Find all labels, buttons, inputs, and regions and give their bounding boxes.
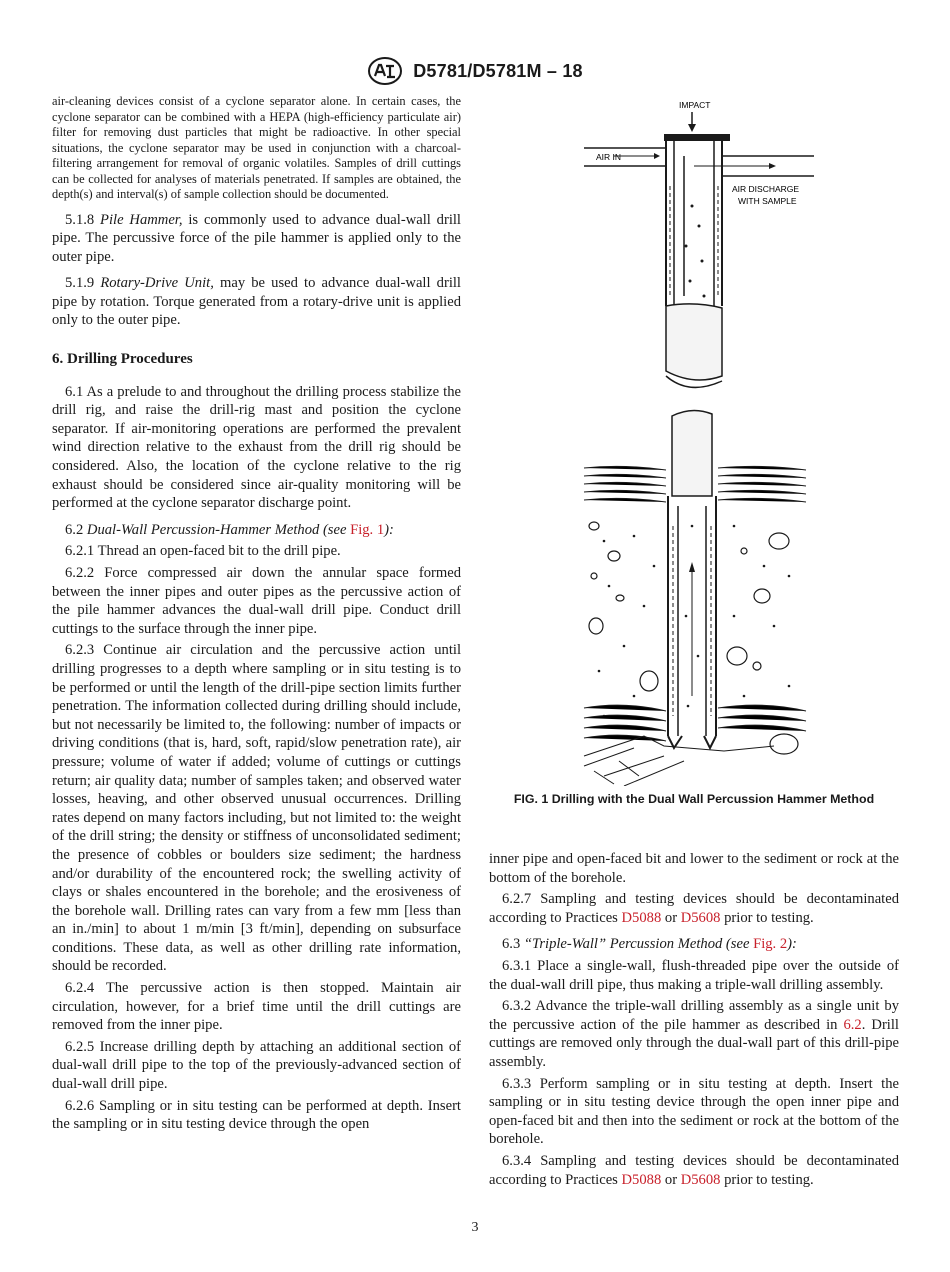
fig-2-link[interactable]: Fig. 2 <box>753 936 788 953</box>
paragraph-6-2-5: 6.2.5 Increase drilling depth by attaching an additional section of dual-wall drill pipe to the top of the previously-advanced section of dual-wall drill pipe. <box>52 1038 461 1093</box>
paragraph-6-3-2: 6.3.2 Advance the triple-wall drilling assembly as a single unit by the percussive action of the pile hammer as described in 6.2. Drill cuttings are removed only through the dual-wall part of this drill-pipe assembly. <box>489 998 899 1070</box>
paragraph-6-3-4: 6.3.4 Sampling and testing devices should be decontaminated according to Practices D5088 or D5608 prior to testing. <box>489 1152 899 1188</box>
label-air-in: AIR IN <box>596 152 622 162</box>
paragraph-6-1: 6.1 As a prelude to and throughout the drilling process stabilize the drill rig, and raise the drill-rig mast and position the cyclone separator. If air-monitoring operations are performed the prevalent wind direction relative to the exhaust from the drill rig should be considered. Also, the location of the cyclone relative to the rig exhaust should be considered since air-quality monitoring will be performed at the cyclone separator discharge point. <box>52 383 461 512</box>
label-with-sample: WITH SAMPLE <box>738 196 797 206</box>
bedrock-pattern <box>584 736 774 786</box>
page-number: 3 <box>471 1220 479 1235</box>
paragraph-6-2-4: 6.2.4 The percussive action is then stopped. Maintain air circulation, however, for a brief time until the drill cuttings are removed from the inner pipe. <box>52 980 461 1034</box>
paragraph-6-3-3: 6.3.3 Perform sampling or in situ testing at depth. Insert the sampling or in situ testing device through the open inner pipe and open-faced bit and then into the sediment or rock at the bottom of the borehole. <box>489 1075 899 1148</box>
paragraph-6-2-2: 6.2.2 Force compressed air down the annular space formed between the inner pipes and outer pipes as the percussive action of the pile hammer advances the dual-wall drill pipe. Conduct drill cuttings to the surface through the inner pipe. <box>52 565 461 637</box>
right-column <box>489 850 899 1189</box>
paragraph-6-3: 6.3 “Triple-Wall” Percussion Method (see Fig. 2): <box>502 936 797 953</box>
d5088-link-2[interactable]: D5088 <box>621 1171 662 1188</box>
paragraph-6-2: 6.2 Dual-Wall Percussion-Hammer Method (see Fig. 1): <box>65 521 394 538</box>
left-column <box>52 94 461 1134</box>
paragraph-5-1-8: 5.1.8 Pile Hammer, is commonly used to advance dual-wall drill pipe. The percussive force of the pile hammer is applied only to the outer pipe. <box>52 211 461 265</box>
d5608-link[interactable]: D5608 <box>680 909 721 926</box>
document-id: D5781/D5781M – 18 <box>413 60 583 81</box>
d5608-link-2[interactable]: D5608 <box>680 1171 721 1188</box>
intro-paragraph: air-cleaning devices consist of a cyclone separator alone. In certain cases, the cyclone separator can be combined with a HEPA (high-efficiency particulate air) filter for removing dust particles that might be radioactive. In other special situations, the cyclone separator may be used in conjunction with a charcoal-filtering arrangement for removal of organic volatiles. Samples of drill cuttings can be collected for analyses of materials penetrated. If samples are obtained, the depth(s) and interval(s) of sample collection should be documented. <box>52 94 461 201</box>
section-6-2-link[interactable]: 6.2 <box>843 1016 862 1033</box>
strata-lines <box>584 705 806 741</box>
label-impact: IMPACT <box>679 100 711 110</box>
section-6-heading: 6. Drilling Procedures <box>52 351 193 368</box>
paragraph-6-2-1: 6.2.1 Thread an open-faced bit to the drill pipe. <box>65 543 341 560</box>
fig-1-link[interactable]: Fig. 1 <box>350 521 385 538</box>
figure-1-drilling-diagram <box>574 96 814 786</box>
d5088-link[interactable]: D5088 <box>621 909 662 926</box>
astm-logo-icon <box>367 56 403 86</box>
paragraph-6-2-3: 6.2.3 Continue air circulation and the percussive action until drilling progresses to a depth where sampling or in situ testing is to be performed or until the length of the drill-pipe section limits further penetration. The information collected during drilling should include, but not necessarily be limited to, the following: number of impacts or driving conditions (that is, hard, soft, rapid/slow penetration rate), air pressure; volume of water if added; volume of cuttings or cuttings return; air quality data; number of samples taken; and observed water losses, heaving, and other observed unusual occurrences. Drilling rates depend on many factors including, but not limited to: the weight of the drill string; the density or stiffness of unconsolidated sediment; the presence of cobbles or boulders size sediment; the hardness and/or durability of the encountered rock; the swelling activity of clays or shales encountered in the borehole; and the erosiveness of the borehole wall. Drilling rates can vary from a few mm [less than an in./min] to about 1 m/min [3 ft/min], depending on subsurface conditions. These data, as well as other drilling rate information, should be recorded. <box>52 642 461 975</box>
paragraph-6-3-1: 6.3.1 Place a single-wall, flush-threaded pipe over the outside of the dual-wall drill pipe, thus making a triple-wall drilling assembly. <box>489 957 899 993</box>
paragraph-6-2-6: 6.2.6 Sampling or in situ testing can be performed at depth. Insert the sampling or in situ testing device through the open <box>52 1097 461 1133</box>
page-header <box>0 56 950 86</box>
paragraph-5-1-9: 5.1.9 Rotary-Drive Unit, may be used to advance dual-wall drill pipe by rotation. Torque generated from a rotary-drive unit is applied only to the outer pipe. <box>52 275 461 329</box>
figure-1-caption: FIG. 1 Drilling with the Dual Wall Percussion Hammer Method <box>513 792 875 806</box>
soil-dots <box>598 525 791 718</box>
paragraph-6-2-6-continued: inner pipe and open-faced bit and lower to the sediment or rock at the bottom of the borehole. <box>489 851 899 886</box>
label-air-discharge: AIR DISCHARGE <box>732 184 800 194</box>
paragraph-6-2-7: 6.2.7 Sampling and testing devices should be decontaminated according to Practices D5088 or D5608 prior to testing. <box>489 891 899 926</box>
